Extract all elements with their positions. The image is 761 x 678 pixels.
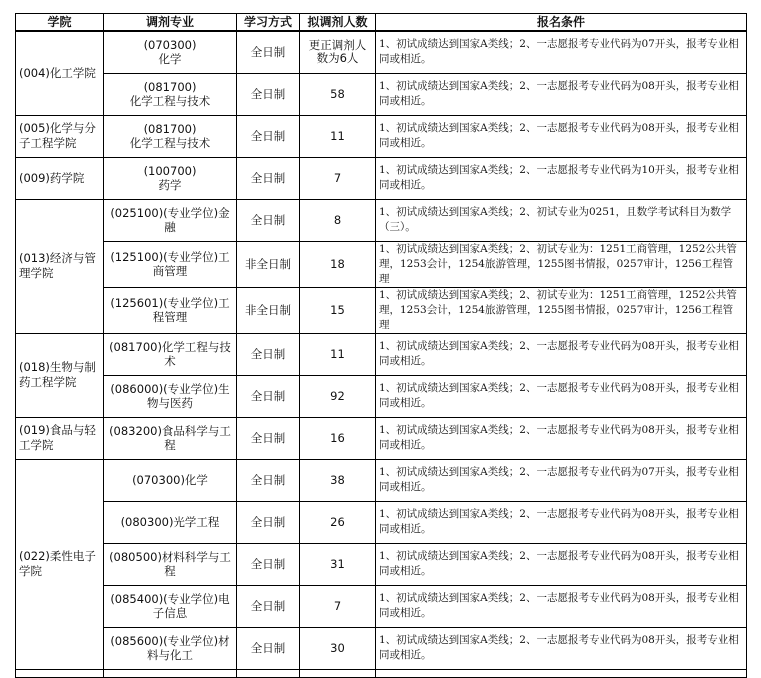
major-cell: (081700)化学工程与技术 xyxy=(104,333,237,375)
empty-cell xyxy=(376,669,747,677)
mode-cell: 全日制 xyxy=(237,501,300,543)
table-body xyxy=(16,31,747,677)
mode-cell: 非全日制 xyxy=(237,241,300,287)
major-cell: (081700) 化学工程与技术 xyxy=(104,115,237,157)
cond-cell: 1、初试成绩达到国家A类线；2、一志愿报考专业代码为10开头，报考专业相同或相近。 xyxy=(376,157,747,199)
admission-table-page xyxy=(15,13,746,678)
major-cell: (086000)(专业学位)生物与医药 xyxy=(104,375,237,417)
cond-cell: 1、初试成绩达到国家A类线；2、一志愿报考专业代码为08开头，报考专业相同或相近。 xyxy=(376,73,747,115)
college-cell: (013)经济与管理学院 xyxy=(16,199,104,333)
mode-cell: 全日制 xyxy=(237,375,300,417)
count-cell: 8 xyxy=(300,199,376,241)
college-cell: (018)生物与制药工程学院 xyxy=(16,333,104,417)
major-cell: (070300) 化学 xyxy=(104,31,237,73)
table-row xyxy=(16,287,747,333)
table-row xyxy=(16,333,747,375)
count-cell: 58 xyxy=(300,73,376,115)
mode-cell: 全日制 xyxy=(237,333,300,375)
table-row xyxy=(16,627,747,669)
major-cell: (080500)材料科学与工程 xyxy=(104,543,237,585)
major-cell: (083200)食品科学与工程 xyxy=(104,417,237,459)
college-cell: (022)柔性电子学院 xyxy=(16,459,104,669)
table-row xyxy=(16,73,747,115)
empty-cell xyxy=(237,669,300,677)
college-cell: (004)化工学院 xyxy=(16,31,104,115)
header-condition: 报名条件 xyxy=(376,14,747,32)
table-row xyxy=(16,459,747,501)
table-row xyxy=(16,543,747,585)
table-row xyxy=(16,115,747,157)
mode-cell: 全日制 xyxy=(237,157,300,199)
college-cell: (005)化学与分子工程学院 xyxy=(16,115,104,157)
college-cell: (009)药学院 xyxy=(16,157,104,199)
header-count: 拟调剂人数 xyxy=(300,14,376,32)
count-cell: 16 xyxy=(300,417,376,459)
major-cell: (025100)(专业学位)金融 xyxy=(104,199,237,241)
cond-cell: 1、初试成绩达到国家A类线；2、一志愿报考专业代码为08开头，报考专业相同或相近。 xyxy=(376,417,747,459)
major-cell: (085400)(专业学位)电子信息 xyxy=(104,585,237,627)
count-cell: 11 xyxy=(300,115,376,157)
mode-cell: 全日制 xyxy=(237,459,300,501)
major-cell: (125601)(专业学位)工程管理 xyxy=(104,287,237,333)
count-cell: 18 xyxy=(300,241,376,287)
cond-cell: 1、初试成绩达到国家A类线；2、一志愿报考专业代码为08开头，报考专业相同或相近。 xyxy=(376,627,747,669)
mode-cell: 全日制 xyxy=(237,115,300,157)
cond-cell: 1、初试成绩达到国家A类线；2、一志愿报考专业代码为08开头，报考专业相同或相近。 xyxy=(376,375,747,417)
header-mode: 学习方式 xyxy=(237,14,300,32)
cond-cell: 1、初试成绩达到国家A类线；2、初试专业为：1251工商管理，1252公共管理，1253会计，1254旅游管理，1255图书情报，0257审计，1256工程管理 xyxy=(376,241,747,287)
mode-cell: 全日制 xyxy=(237,585,300,627)
major-cell: (081700) 化学工程与技术 xyxy=(104,73,237,115)
cond-cell: 1、初试成绩达到国家A类线；2、一志愿报考专业代码为07开头，报考专业相同或相近。 xyxy=(376,459,747,501)
table-row xyxy=(16,31,747,73)
college-cell: (019)食品与轻工学院 xyxy=(16,417,104,459)
cond-cell: 1、初试成绩达到国家A类线；2、一志愿报考专业代码为08开头，报考专业相同或相近。 xyxy=(376,501,747,543)
empty-cell xyxy=(16,669,104,677)
cond-cell: 1、初试成绩达到国家A类线；2、初试专业为0251，且数学考试科目为数学（三）。 xyxy=(376,199,747,241)
cond-cell: 1、初试成绩达到国家A类线；2、一志愿报考专业代码为07开头，报考专业相同或相近。 xyxy=(376,31,747,73)
table-row xyxy=(16,417,747,459)
table-row xyxy=(16,585,747,627)
mode-cell: 全日制 xyxy=(237,73,300,115)
table-row xyxy=(16,501,747,543)
table-row xyxy=(16,375,747,417)
count-cell: 31 xyxy=(300,543,376,585)
adjustment-table xyxy=(15,13,747,678)
count-cell: 30 xyxy=(300,627,376,669)
count-cell: 7 xyxy=(300,585,376,627)
count-cell: 7 xyxy=(300,157,376,199)
mode-cell: 全日制 xyxy=(237,199,300,241)
cond-cell: 1、初试成绩达到国家A类线；2、初试专业为：1251工商管理，1252公共管理，1253会计，1254旅游管理，1255图书情报，0257审计，1256工程管理 xyxy=(376,287,747,333)
mode-cell: 全日制 xyxy=(237,31,300,73)
empty-cell xyxy=(300,669,376,677)
count-cell: 更正调剂人 数为6人 xyxy=(300,31,376,73)
major-cell: (100700) 药学 xyxy=(104,157,237,199)
cond-cell: 1、初试成绩达到国家A类线；2、一志愿报考专业代码为08开头，报考专业相同或相近。 xyxy=(376,115,747,157)
cond-cell: 1、初试成绩达到国家A类线；2、一志愿报考专业代码为08开头，报考专业相同或相近。 xyxy=(376,333,747,375)
count-cell: 15 xyxy=(300,287,376,333)
header-college: 学院 xyxy=(16,14,104,32)
table-row xyxy=(16,199,747,241)
header-major: 调剂专业 xyxy=(104,14,237,32)
empty-cell xyxy=(104,669,237,677)
mode-cell: 全日制 xyxy=(237,543,300,585)
mode-cell: 全日制 xyxy=(237,627,300,669)
table-row xyxy=(16,157,747,199)
cond-cell: 1、初试成绩达到国家A类线；2、一志愿报考专业代码为08开头，报考专业相同或相近。 xyxy=(376,585,747,627)
count-cell: 11 xyxy=(300,333,376,375)
major-cell: (085600)(专业学位)材料与化工 xyxy=(104,627,237,669)
table-header-row xyxy=(16,14,747,32)
major-cell: (125100)(专业学位)工商管理 xyxy=(104,241,237,287)
count-cell: 38 xyxy=(300,459,376,501)
cond-cell: 1、初试成绩达到国家A类线；2、一志愿报考专业代码为08开头，报考专业相同或相近。 xyxy=(376,543,747,585)
mode-cell: 非全日制 xyxy=(237,287,300,333)
major-cell: (080300)光学工程 xyxy=(104,501,237,543)
mode-cell: 全日制 xyxy=(237,417,300,459)
table-row-partial xyxy=(16,669,747,677)
major-cell: (070300)化学 xyxy=(104,459,237,501)
count-cell: 26 xyxy=(300,501,376,543)
table-row xyxy=(16,241,747,287)
count-cell: 92 xyxy=(300,375,376,417)
